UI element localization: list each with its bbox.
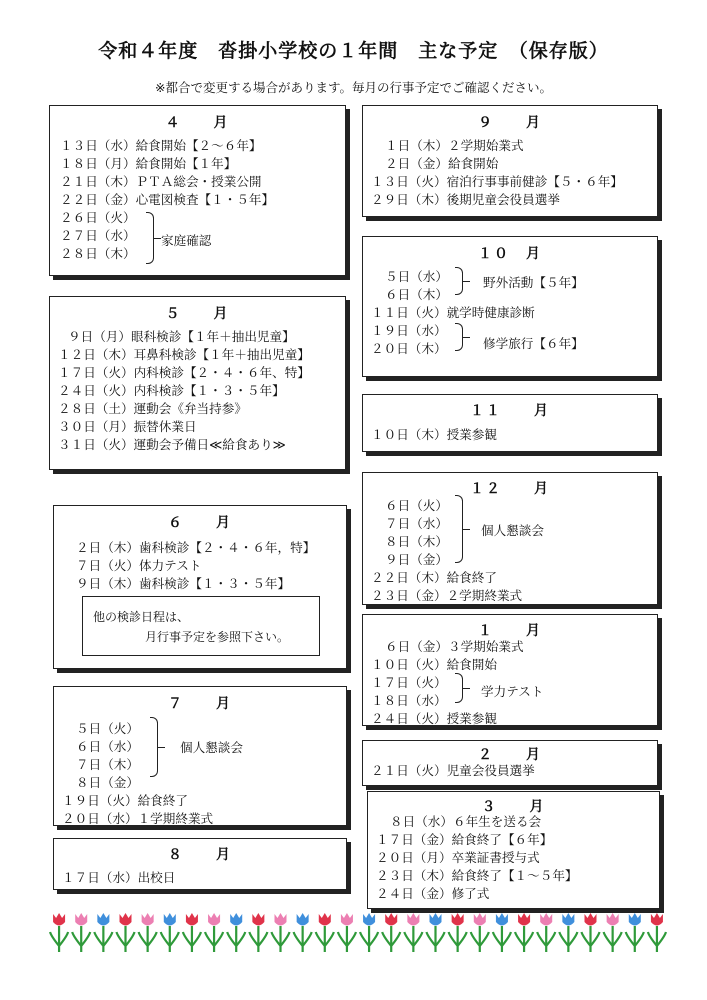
tulip-icon — [360, 913, 378, 952]
november-box — [362, 394, 658, 452]
event-line: ２４日（金）修了式 — [376, 886, 490, 901]
month-heading: ９ 月 — [478, 115, 542, 131]
event-line: １８日（水） — [371, 693, 447, 708]
group-label: 野外活動【５年】 — [483, 275, 584, 290]
march-box — [367, 791, 660, 909]
tulip-icon — [471, 913, 489, 952]
event-line: ３０日（月）振替休業日 — [58, 419, 197, 434]
event-line: ９日（金） — [385, 552, 448, 567]
tulip-icon — [626, 913, 644, 952]
event-line: ２６日（火） — [60, 210, 136, 225]
event-line: ２１日（火）児童会役員選挙 — [371, 763, 535, 778]
event-line: １日（木）２学期始業式 — [385, 138, 524, 153]
brace — [150, 717, 158, 777]
event-line: ８日（水）６年生を送る会 — [390, 814, 542, 829]
month-heading: ６ 月 — [168, 515, 232, 531]
month-heading: ５ 月 — [165, 306, 230, 322]
event-line: ２２日（金）心電図検査【１・５年】 — [60, 192, 275, 207]
event-line: ２日（木）歯科検診【２・４・６年，特】 — [76, 540, 316, 555]
note-line: 他の検診日程は、 — [93, 610, 190, 624]
brace — [455, 267, 463, 295]
brace — [455, 673, 463, 703]
tulip-icon — [604, 913, 622, 952]
tulip-icon — [537, 913, 555, 952]
group-label: 修学旅行【６年】 — [483, 336, 584, 351]
tulip-icon — [117, 913, 135, 952]
event-line: ２８日（土）運動会《弁当持参》 — [58, 401, 247, 416]
tulip-icon — [559, 913, 577, 952]
event-line: ２３日（金）２学期終業式 — [371, 588, 523, 603]
event-line: ２４日（火）内科検診【１・３・５年】 — [58, 383, 285, 398]
august-box — [53, 838, 347, 890]
tulip-border — [48, 912, 668, 952]
event-line: ８日（金） — [76, 775, 139, 790]
group-label: 個人懇談会 — [481, 523, 544, 538]
event-line: ２９日（木）後期児童会役員選挙 — [371, 192, 560, 207]
december-box — [362, 472, 658, 605]
april-box — [49, 105, 346, 276]
month-heading: ２ 月 — [478, 747, 542, 763]
event-line: １９日（水） — [371, 323, 447, 338]
october-box — [362, 236, 658, 377]
tulip-icon — [50, 913, 68, 952]
event-line: ７日（火）体力テスト — [76, 558, 202, 573]
month-heading: １０ 月 — [478, 246, 542, 262]
event-line: ５日（火） — [76, 721, 139, 736]
tulip-icon — [493, 913, 511, 952]
event-line: １３日（水）給食開始【２～６年】 — [60, 138, 262, 153]
event-line: １１日（火）就学時健康診断 — [371, 305, 535, 320]
event-line: ２４日（火）授業参観 — [371, 711, 497, 726]
event-line: １７日（金）給食終了【６年】 — [376, 832, 553, 847]
event-line: ９日（木）歯科検診【１・３・５年】 — [76, 576, 291, 591]
tulip-icon — [205, 913, 223, 952]
tulip-icon — [249, 913, 267, 952]
event-line: １８日（月）給食開始【１年】 — [60, 156, 237, 171]
event-line: ７日（水） — [385, 516, 448, 531]
event-line: １２日（木）耳鼻科検診【１年＋抽出児童】 — [58, 347, 310, 362]
event-line: ２８日（木） — [60, 246, 136, 261]
tulip-icon — [161, 913, 179, 952]
july-box — [53, 686, 347, 826]
note-line: 月行事予定を参照下さい。 — [145, 630, 290, 644]
tulip-icon — [183, 913, 201, 952]
event-line: ９日（月）眼科検診【１年＋抽出児童】 — [68, 329, 295, 344]
tulip-icon — [139, 913, 157, 952]
month-heading: ７ 月 — [168, 696, 232, 712]
month-heading: １１ 月 — [470, 403, 550, 419]
event-line: ２７日（水） — [60, 228, 136, 243]
tulip-icon — [427, 913, 445, 952]
event-line: ５日（水） — [385, 269, 448, 284]
page-title: 令和４年度 沓掛小学校の１年間 主な予定 （保存版） — [98, 40, 609, 62]
month-heading: ３ 月 — [481, 799, 546, 815]
brace — [146, 212, 154, 264]
event-line: ２０日（木） — [371, 341, 447, 356]
january-box — [362, 614, 658, 726]
may-box — [49, 296, 346, 470]
february-box — [362, 740, 658, 786]
event-line: ３１日（火）運動会予備日≪給食あり≫ — [58, 437, 286, 452]
june-box — [53, 505, 347, 669]
event-line: １７日（火） — [371, 675, 447, 690]
tulip-icon — [294, 913, 312, 952]
tulip-icon — [338, 913, 356, 952]
event-line: １７日（水）出校日 — [62, 870, 176, 885]
event-line: ２日（金）給食開始 — [385, 156, 499, 171]
tulip-icon — [316, 913, 334, 952]
event-line: ６日（水） — [76, 739, 139, 754]
event-line: １０日（木）授業参観 — [371, 427, 497, 442]
month-heading: １ 月 — [478, 623, 542, 639]
event-line: ６日（木） — [385, 287, 448, 302]
event-line: ２１日（木）ＰＴＡ総会・授業公開 — [60, 174, 262, 189]
group-label: 家庭確認 — [161, 233, 212, 248]
tulip-icon — [382, 913, 400, 952]
month-heading: ４ 月 — [165, 115, 230, 131]
event-line: ２０日（月）卒業証書授与式 — [376, 850, 540, 865]
brace — [455, 323, 463, 351]
tulip-icon — [94, 913, 112, 952]
june-note-box — [82, 596, 320, 656]
event-line: ６日（火） — [385, 498, 448, 513]
event-line: １０日（火）給食開始 — [371, 657, 497, 672]
event-line: ２２日（木）給食終了 — [371, 570, 497, 585]
brace — [455, 495, 463, 563]
tulip-icon — [272, 913, 290, 952]
tulip-icon — [515, 913, 533, 952]
tulip-icon — [227, 913, 245, 952]
page-note: ※都合で変更する場合があります。毎月の行事予定でご確認ください。 — [155, 80, 552, 95]
group-label: 個人懇談会 — [180, 740, 243, 755]
event-line: ２３日（木）給食終了【１～５年】 — [376, 868, 578, 883]
event-line: ８日（木） — [385, 534, 448, 549]
event-line: １９日（火）給食終了 — [62, 793, 188, 808]
tulip-icon — [648, 913, 666, 952]
tulip-icon — [449, 913, 467, 952]
tulip-icon — [72, 913, 90, 952]
event-line: ７日（木） — [76, 757, 139, 772]
month-heading: ８ 月 — [168, 847, 232, 863]
group-label: 学力テスト — [481, 684, 544, 699]
event-line: ６日（金）３学期始業式 — [385, 639, 524, 654]
event-line: １７日（火）内科検診【２・４・６年、特】 — [58, 365, 310, 380]
tulip-icon — [404, 913, 422, 952]
event-line: ２０日（水）１学期終業式 — [62, 811, 214, 826]
event-line: １３日（火）宿泊行事事前健診【５・６年】 — [371, 174, 623, 189]
tulip-icon — [582, 913, 600, 952]
september-box — [362, 105, 658, 217]
month-heading: １２ 月 — [470, 481, 550, 497]
